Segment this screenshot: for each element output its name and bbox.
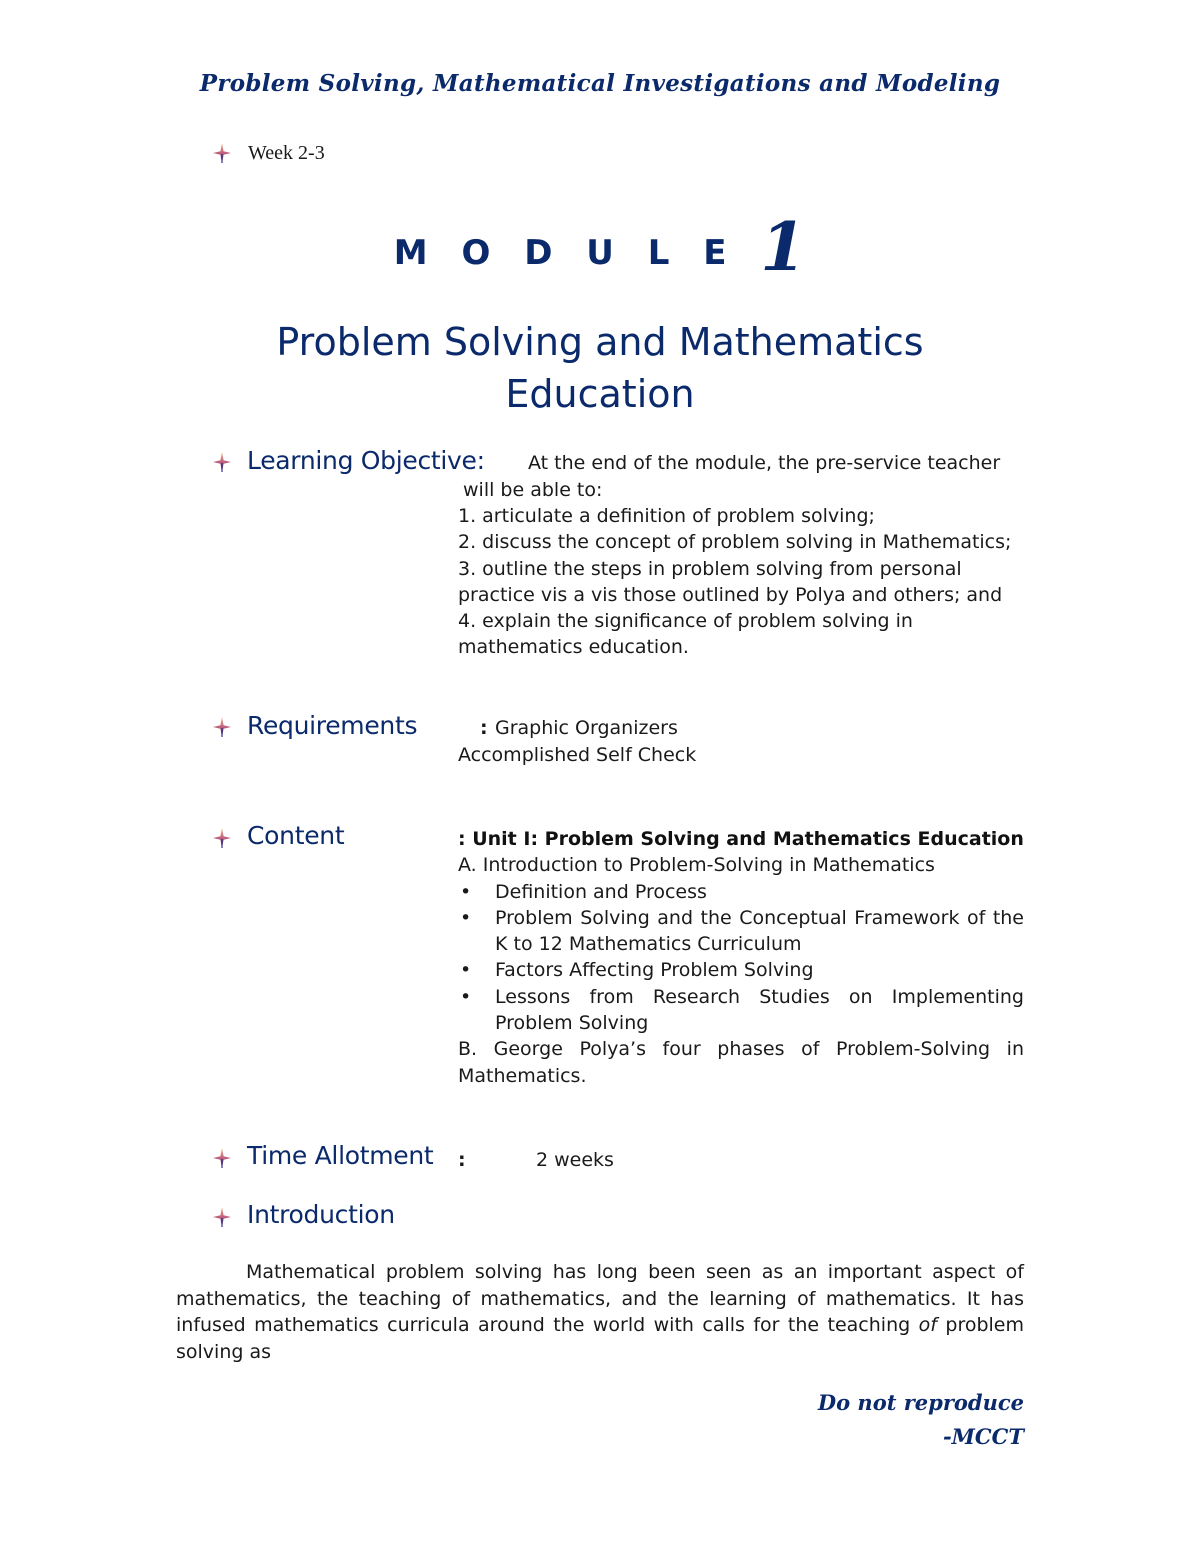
- module-heading: [0, 208, 1200, 286]
- objective-line: 2. discuss the concept of problem solving in Mathematics;: [458, 531, 1012, 554]
- objective-intro-line-1: At the end of the module, the pre-service teacher: [528, 452, 1001, 474]
- four-pointed-star-bullet-icon: [213, 452, 231, 472]
- section-b: B. George Polya’s four phases of Problem-Solving in Mathematics.: [458, 1038, 1024, 1087]
- page-title: [0, 316, 1200, 420]
- running-header: Problem Solving, Mathematical Investigations and Modeling: [199, 70, 1001, 97]
- time-allotment-label: Time Allotment: [247, 1141, 434, 1170]
- footer-notice: Do not reproduce: [817, 1390, 1024, 1415]
- objective-line: 3. outline the steps in problem solving from personal: [458, 557, 962, 580]
- time-allotment-value: 2 weeks: [536, 1149, 614, 1171]
- list-item: • Factors Affecting Problem Solving: [460, 959, 814, 982]
- content-outline: [458, 826, 1024, 1089]
- module-number: 1: [760, 208, 807, 286]
- list-item: • Definition and Process: [460, 880, 707, 903]
- unit-title: : Unit I: Problem Solving and Mathematics Education: [458, 828, 1024, 850]
- list-item: • Lessons from Research Studies on Implementing Problem Solving: [460, 985, 1024, 1035]
- objective-line: 1. articulate a definition of problem solving;: [458, 505, 875, 527]
- module-word: M O D U L E: [393, 233, 738, 273]
- requirement-item-1: Graphic Organizers: [495, 717, 678, 739]
- objective-list: [458, 503, 1011, 661]
- requirements-label: Requirements: [247, 711, 418, 740]
- time-allotment-colon: :: [458, 1149, 466, 1171]
- four-pointed-star-bullet-icon: [213, 1207, 231, 1227]
- objective-line: mathematics education.: [458, 636, 689, 659]
- introduction-label: Introduction: [247, 1200, 395, 1229]
- week-label: Week 2-3: [248, 142, 325, 164]
- four-pointed-star-bullet-icon: [213, 143, 231, 163]
- four-pointed-star-bullet-icon: [213, 1148, 231, 1168]
- requirements-colon: :: [480, 717, 488, 739]
- four-pointed-star-bullet-icon: [213, 828, 231, 848]
- footer-author: -MCCT: [942, 1424, 1024, 1449]
- four-pointed-star-bullet-icon: [213, 717, 231, 737]
- title-line-2: Education: [505, 372, 695, 416]
- section-a: A. Introduction to Problem-Solving in Mathematics: [458, 854, 935, 877]
- objective-intro-line-2: will be able to:: [463, 479, 603, 501]
- introduction-paragraph: Mathematical problem solving has long been seen as an important aspect of mathematics, the teaching of mathematics, and the learning of mathematics. It has infused mathematics curricula around the world with calls for the teaching of problem solving as: [176, 1261, 1025, 1363]
- objective-line: 4. explain the significance of problem solving in: [458, 610, 913, 633]
- learning-objective-label: Learning Objective:: [247, 446, 485, 475]
- title-line-1: Problem Solving and Mathematics: [276, 320, 924, 364]
- objective-line: practice vis a vis those outlined by Polya and others; and: [458, 583, 1003, 606]
- requirement-item-2: Accomplished Self Check: [458, 744, 697, 766]
- content-label: Content: [247, 821, 345, 850]
- list-item: • Problem Solving and the Conceptual Framework of the K to 12 Mathematics Curriculum: [460, 906, 1024, 956]
